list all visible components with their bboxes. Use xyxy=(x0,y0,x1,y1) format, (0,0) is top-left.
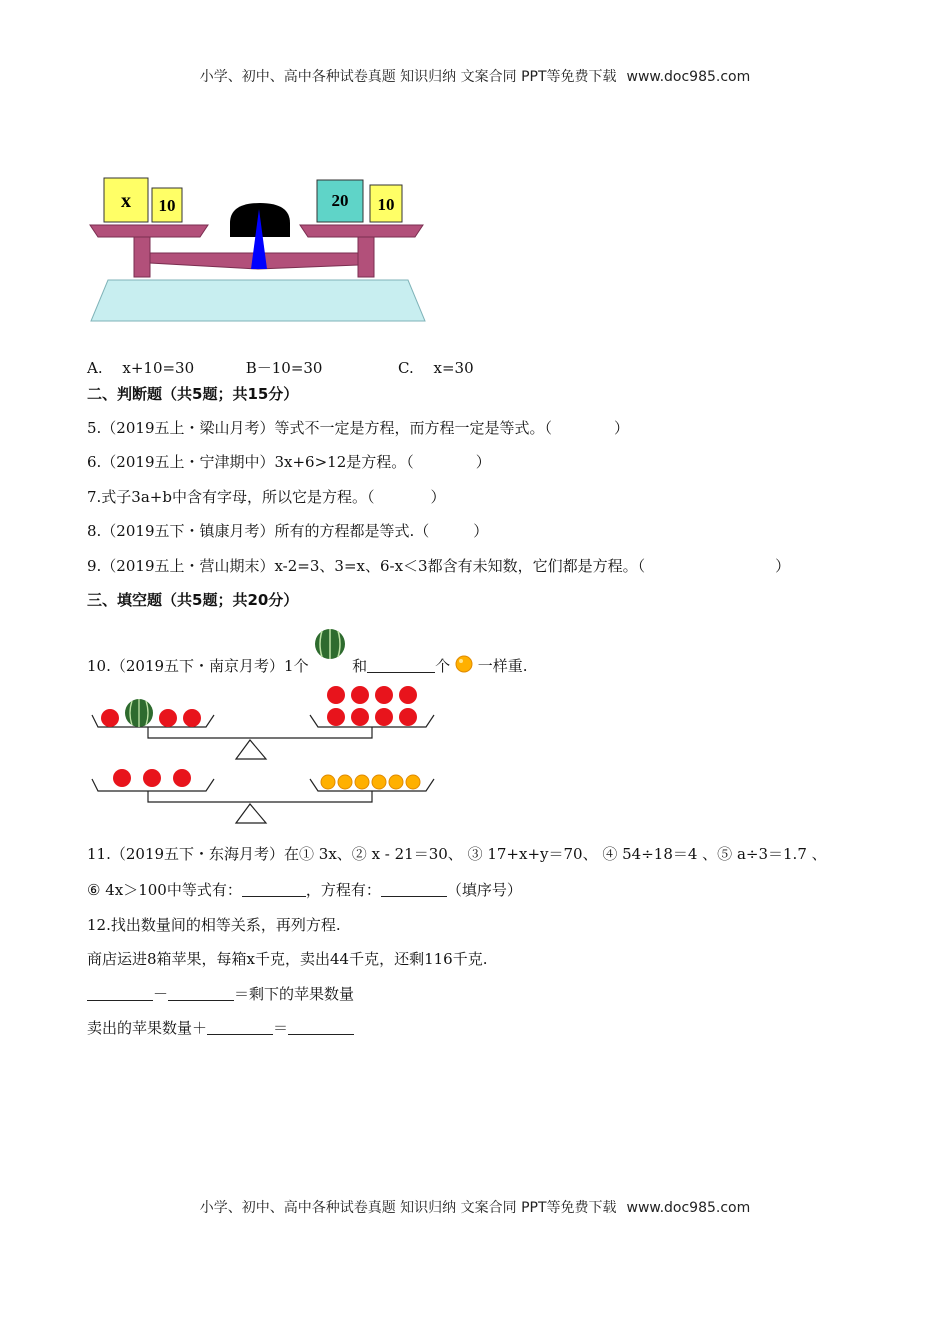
q6-text: 6.（2019五上・宁津期中）3x+6>12是方程。（ xyxy=(87,453,414,471)
q12-blank-1[interactable] xyxy=(87,986,153,1001)
q11-blank-formulas[interactable] xyxy=(381,882,447,897)
question-6 xyxy=(87,451,491,472)
fruit-balance-2 xyxy=(88,765,448,825)
q8-text: 8.（2019五下・镇康月考）所有的方程都是等式.（ xyxy=(87,522,430,540)
options-line xyxy=(87,357,474,378)
box-20-label: 20 xyxy=(331,191,349,210)
q8-close: ） xyxy=(473,522,489,540)
right-apples xyxy=(327,686,417,726)
section-3-title: 三、填空题（共5题；共20分） xyxy=(87,591,299,609)
box-x-label: x xyxy=(121,190,131,212)
q12-blank-3[interactable] xyxy=(207,1020,273,1035)
left-pillar xyxy=(134,237,150,277)
q10-p3: 个 xyxy=(435,657,451,675)
footer-text: 小学、初中、高中各种试卷真题 知识归纳 文案合同 PPT等免费下载 xyxy=(199,1200,617,1216)
orange-icon xyxy=(455,655,473,673)
watermelon-on-scale xyxy=(125,699,153,727)
q6-close: ） xyxy=(475,453,491,471)
header-text: 小学、初中、高中各种试卷真题 知识归纳 文案合同 PPT等免费下载 xyxy=(199,69,617,85)
q7-text: 7.式子3a+b中含有字母，所以它是方程。（ xyxy=(87,488,375,506)
right-pillar xyxy=(358,237,374,277)
q9-text: 9.（2019五上・营山期末）x-2=3、3=x、6-x＜3都含有未知数，它们都是方程。（ xyxy=(87,557,646,575)
question-12-line2: 商店运进8箱苹果，每箱x千克，卖出44千克，还剩116千克. xyxy=(87,950,488,968)
box-10-right-label: 10 xyxy=(377,195,395,214)
fruit-balance-1 xyxy=(88,680,448,760)
q12-line3a: － xyxy=(153,985,169,1003)
q12-blank-2[interactable] xyxy=(168,986,234,1001)
page-footer xyxy=(0,1197,950,1217)
left-pan xyxy=(90,225,208,237)
q10-p1: 10.（2019五下・南京月考）1个 xyxy=(87,657,309,675)
question-12-line4 xyxy=(87,1017,354,1038)
balance-base xyxy=(91,280,425,321)
watermelon-icon xyxy=(313,627,347,661)
q7-close: ） xyxy=(430,488,446,506)
q11-line2a: ⑥ 4x＞100中等式有： xyxy=(87,881,242,899)
q12-line3b: ＝剩下的苹果数量 xyxy=(234,985,355,1003)
section-2-title: 二、判断题（共5题；共15分） xyxy=(87,385,299,403)
question-8 xyxy=(87,520,488,541)
q10-blank[interactable] xyxy=(367,658,435,673)
six-oranges xyxy=(321,775,420,789)
box-10-left-label: 10 xyxy=(158,196,176,215)
option-c[interactable]: C. x=30 xyxy=(398,359,474,377)
page-header xyxy=(0,66,950,86)
question-12-line1: 12.找出数量间的相等关系，再列方程. xyxy=(87,916,341,934)
balance-scale-figure xyxy=(88,175,448,325)
question-11-line1: 11.（2019五下・东海月考）在① 3x、② x - 21＝30、 ③ 17+x+y＝70、 ④ 54÷18＝4 、⑤ a÷3＝1.7 、 xyxy=(87,845,827,863)
three-apples xyxy=(113,769,191,787)
footer-site[interactable]: www.doc985.com xyxy=(626,1200,751,1216)
question-10 xyxy=(87,641,528,676)
q11-line2b: ，方程有： xyxy=(305,881,381,899)
option-a[interactable]: A. x+10=30 xyxy=(87,359,195,377)
question-11-line2 xyxy=(87,879,522,900)
q5-text: 5.（2019五上・梁山月考）等式不一定是方程，而方程一定是等式。（ xyxy=(87,419,552,437)
option-b[interactable]: B－10=30 xyxy=(245,359,323,377)
question-9 xyxy=(87,555,790,576)
q12-line4b: ＝ xyxy=(273,1019,289,1037)
q5-close: ） xyxy=(614,419,630,437)
q10-p4: 一样重. xyxy=(477,657,528,675)
q11-line2c: （填序号） xyxy=(446,881,522,899)
question-5 xyxy=(87,417,629,438)
right-pan xyxy=(300,225,423,237)
q12-line4a: 卖出的苹果数量＋ xyxy=(87,1019,208,1037)
q10-p2: 和 xyxy=(352,657,368,675)
question-7 xyxy=(87,486,446,507)
q11-blank-equations[interactable] xyxy=(242,882,306,897)
q12-blank-4[interactable] xyxy=(288,1020,354,1035)
question-12-line3 xyxy=(87,983,354,1004)
q9-close: ） xyxy=(775,557,791,575)
header-site[interactable]: www.doc985.com xyxy=(626,69,751,85)
